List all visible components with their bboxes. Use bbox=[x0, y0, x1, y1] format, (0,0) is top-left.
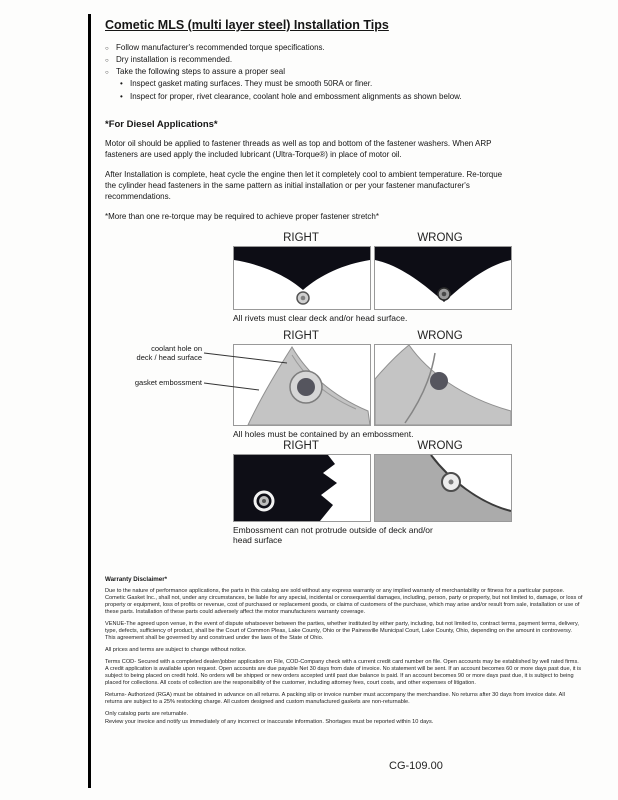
image-pair bbox=[233, 344, 508, 426]
right-label: RIGHT bbox=[283, 330, 319, 342]
rivet-right-image bbox=[233, 246, 371, 310]
embossment-right-image bbox=[233, 454, 371, 522]
coolant-hole-annotation bbox=[105, 344, 202, 362]
wrong-label: WRONG bbox=[417, 232, 463, 244]
warranty-paragraph: VENUE-The agreed upon venue, in the event of dispute whatsoever between the parties, whether instituted by either party, including, but not limited to, contract terms, payment terms, delivery, type, defects, sufficiency of product, shall be the Court of Common Pleas, Lake County, Ohio or the Painesville Municipal Court, Lake County, Ohio, depending on the amount in controversy. This agreement shall be governed by and construed under the laws of the State of Ohio. bbox=[105, 621, 579, 641]
rivet-wrong-image bbox=[374, 246, 512, 310]
list-item: • Inspect for proper, rivet clearance, coolant hole and embossment alignments as shown below. bbox=[120, 91, 583, 104]
diagram-caption: All rivets must clear deck and/or head surface. bbox=[233, 313, 408, 323]
page-number: CG-109.00 bbox=[389, 760, 443, 772]
label-row bbox=[233, 232, 508, 246]
tips-list bbox=[105, 42, 583, 103]
list-item: ○ Follow manufacturer's recommended torque specifications. bbox=[105, 42, 583, 54]
diesel-paragraph: After Installation is complete, heat cycle the engine then let it completely cool to ambient temperature. Re-torque the cylinder head fasteners in the same pattern as initial installation or per your fastener manufacturer's recommendations. bbox=[105, 170, 503, 201]
warranty-paragraph: Returns- Authorized (RGA) must be obtained in advance on all returns. A packing slip or invoice number must accompany the merchandise. No returns after 30 days from invoice date. All returns are subject to a 25% restocking charge. All custom designed and custom manufactured gaskets are non-returnable. bbox=[105, 692, 565, 705]
label-row bbox=[233, 440, 508, 454]
image-pair bbox=[233, 246, 508, 310]
hole-not-contained-graphic bbox=[375, 345, 511, 425]
warranty-paragraph: Due to the nature of performance applications, the parts in this catalog are sold without any express warranty or any implied warranty of merchantability or fitness for a particular purpose. Cometic Gasket Inc., shall not, under any circumstances, be liable for any special, incidental or consequential damages, including, person, party or property, but not limited to, damage, or loss of property or equipment, loss of profits or revenue, cost of purchased or replacement goods, or claims of customers of the purchase, which may arise and/or result from sale, installation or use of these parts. Installation of these parts could adversely affect the motor manufacturers warranty coverage. bbox=[105, 588, 583, 615]
diesel-applications-heading: *For Diesel Applications* bbox=[105, 119, 218, 130]
annotation-line: deck / head surface bbox=[136, 353, 202, 362]
diagram-section bbox=[105, 232, 583, 550]
warranty-disclaimer bbox=[105, 576, 583, 726]
diesel-paragraph: Motor oil should be applied to fastener threads as well as top and bottom of the fastener washers. When ARP fasteners are used apply the included lubricant (Ultra-Torque®) in place of motor oil. bbox=[105, 139, 492, 159]
warranty-paragraph: Only catalog parts are returnable. bbox=[105, 711, 189, 717]
right-label: RIGHT bbox=[283, 440, 319, 452]
list-item: ○ Dry installation is recommended. bbox=[105, 54, 583, 66]
label-row bbox=[233, 330, 508, 344]
rivet-overlap-graphic bbox=[375, 247, 511, 309]
coolant-hole-right-image bbox=[233, 344, 371, 426]
embossment-wrong-image bbox=[374, 454, 512, 522]
warranty-paragraph: Review your invoice and notify us immediately of any incorrect or inaccurate information. Shortages must be reported within 10 days. bbox=[105, 719, 434, 725]
diagram-caption: Embossment can not protrude outside of deck and/or head surface bbox=[233, 525, 433, 545]
embossment-inside-graphic bbox=[234, 455, 370, 521]
image-pair bbox=[233, 454, 508, 522]
gasket-embossment-annotation: gasket embossment bbox=[134, 378, 202, 387]
warranty-paragraph: All prices and terms are subject to change without notice. bbox=[105, 647, 247, 653]
diagram-row-coolant-holes bbox=[233, 330, 508, 439]
annotation-line: coolant hole on bbox=[151, 344, 202, 353]
retorque-note: *More than one re-torque may be required to achieve proper fastener stretch* bbox=[105, 212, 379, 221]
diagram-row-rivets bbox=[233, 232, 508, 323]
wrong-label: WRONG bbox=[417, 440, 463, 452]
warranty-heading: Warranty Disclaimer* bbox=[105, 576, 168, 583]
hole-contained-graphic bbox=[234, 345, 370, 425]
wrong-label: WRONG bbox=[417, 330, 463, 342]
warranty-paragraph: Terms COD- Secured with a completed dealer/jobber application on File, COD-Company check with a current credit card number on file. Open accounts may be established by well rated firms. A credit application is available upon request. Open accounts are due payable Net 30 days from date of invoice. No statement will be sent. If an account becomes 60 or more days past due, it is subject to being placed on credit hold. No orders will be shipped or new orders accepted until past due balance is paid. If an account becomes 90 or more days past due, it is subject to being placed for collections. All costs of collection are the responsibility of the customer, including attorney fees, court costs, and other expenses of litigation. bbox=[105, 659, 582, 686]
page-content bbox=[105, 18, 583, 731]
coolant-hole-wrong-image bbox=[374, 344, 512, 426]
embossment-protruding-graphic bbox=[375, 455, 511, 521]
left-border-rule bbox=[88, 14, 91, 788]
list-item: • Inspect gasket mating surfaces. They must be smooth 50RA or finer. bbox=[120, 78, 583, 91]
list-item: ○ Take the following steps to assure a proper seal bbox=[105, 66, 583, 78]
right-label: RIGHT bbox=[283, 232, 319, 244]
diagram-caption: All holes must be contained by an embossment. bbox=[233, 429, 414, 439]
rivet-clear-graphic bbox=[234, 247, 370, 309]
diagram-row-embossment bbox=[233, 440, 508, 545]
page-title: Cometic MLS (multi layer steel) Installation Tips bbox=[105, 18, 389, 32]
